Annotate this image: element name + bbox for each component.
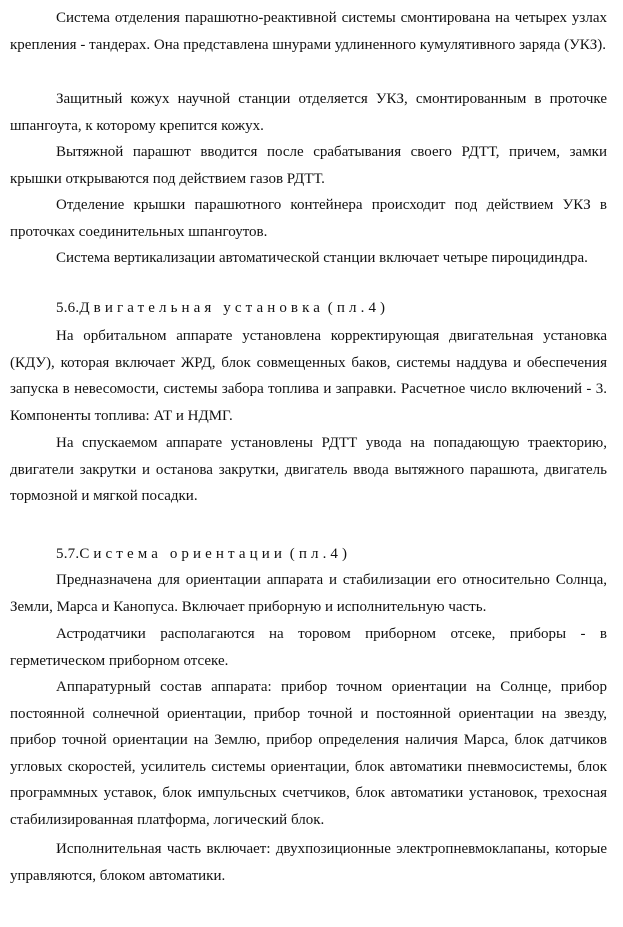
paragraph-orientation-purpose: Предназначена для ориентации аппарата и стабилизации его относительно Солнца, Земли, Марса и Канопуса. Включает приборную и исполнительную часть. xyxy=(10,572,607,615)
section-number: 5.6. xyxy=(56,300,80,316)
section-heading-propulsion xyxy=(56,295,389,321)
paragraph-protective-cover: Защитный кожух научной станции отделяется УКЗ, смонтированным в проточке шпангоута, к которому крепится кожух. xyxy=(10,91,607,134)
paragraph-orbital-propulsion: На орбитальном аппарате установлена корректирующая двигательная установка (КДУ), которая включает ЖРД, блок совмещенных баков, системы наддува и обеспечения запуска в невесомости, системы забора топлива и заправки. Расчетное число включений - 3. Компоненты топлива: АТ и НДМГ. xyxy=(10,328,607,424)
paragraph-pilot-parachute: Вытяжной парашют вводится после срабатывания своего РДТТ, причем, замки крышки открываются под действием газов РДТТ. xyxy=(10,144,607,187)
section-heading-orientation xyxy=(56,541,351,567)
paragraph-actuators: Исполнительная часть включает: двухпозиционные электропневмоклапаны, которые управляются, блоком автоматики. xyxy=(10,841,607,884)
section-plate-ref: (пл.4) xyxy=(327,300,390,316)
section-plate-ref: (пл.4) xyxy=(289,546,352,562)
section-title: Двигательная установка xyxy=(79,300,325,316)
paragraph-separation-system: Система отделения парашютно-реактивной системы смонтирована на четырех узлах крепления - тандерах. Она представлена шнурами удлиненного кумулятивного заряда (УКЗ). xyxy=(10,10,607,53)
paragraph-star-sensors: Астродатчики располагаются на торовом приборном отсеке, приборы - в герметическом приборном отсеке. xyxy=(10,626,607,669)
paragraph-equipment-list: Аппаратурный состав аппарата: прибор точном ориентации на Солнце, прибор постоянной солнечной ориентации, прибор точной и постоянной ориентации на звезду, прибор точной ориентации на Землю, прибор определения наличия Марса, блок датчиков угловых скоростей, усилитель системы ориентации, блок автоматики пневмосистемы, блок программных уставок, блок импульсных счетчиков, блок автоматики установок, трехосная стабилизированная платформа, логический блок. xyxy=(10,679,607,828)
section-number: 5.7. xyxy=(56,546,80,562)
paragraph-verticalization: Система вертикализации автоматической станции включает четыре пироцидиндра. xyxy=(56,250,588,266)
section-title: Система ориентации xyxy=(79,546,287,562)
paragraph-descent-propulsion: На спускаемом аппарате установлены РДТТ увода на попадающую траекторию, двигатели закрутки и останова закрутки, двигатель ввода вытяжного парашюта, двигатель тормозной и мягкой посадки. xyxy=(10,435,607,505)
paragraph-container-lid: Отделение крышки парашютного контейнера происходит под действием УКЗ в проточках соединительных шпангоутов. xyxy=(10,197,607,240)
